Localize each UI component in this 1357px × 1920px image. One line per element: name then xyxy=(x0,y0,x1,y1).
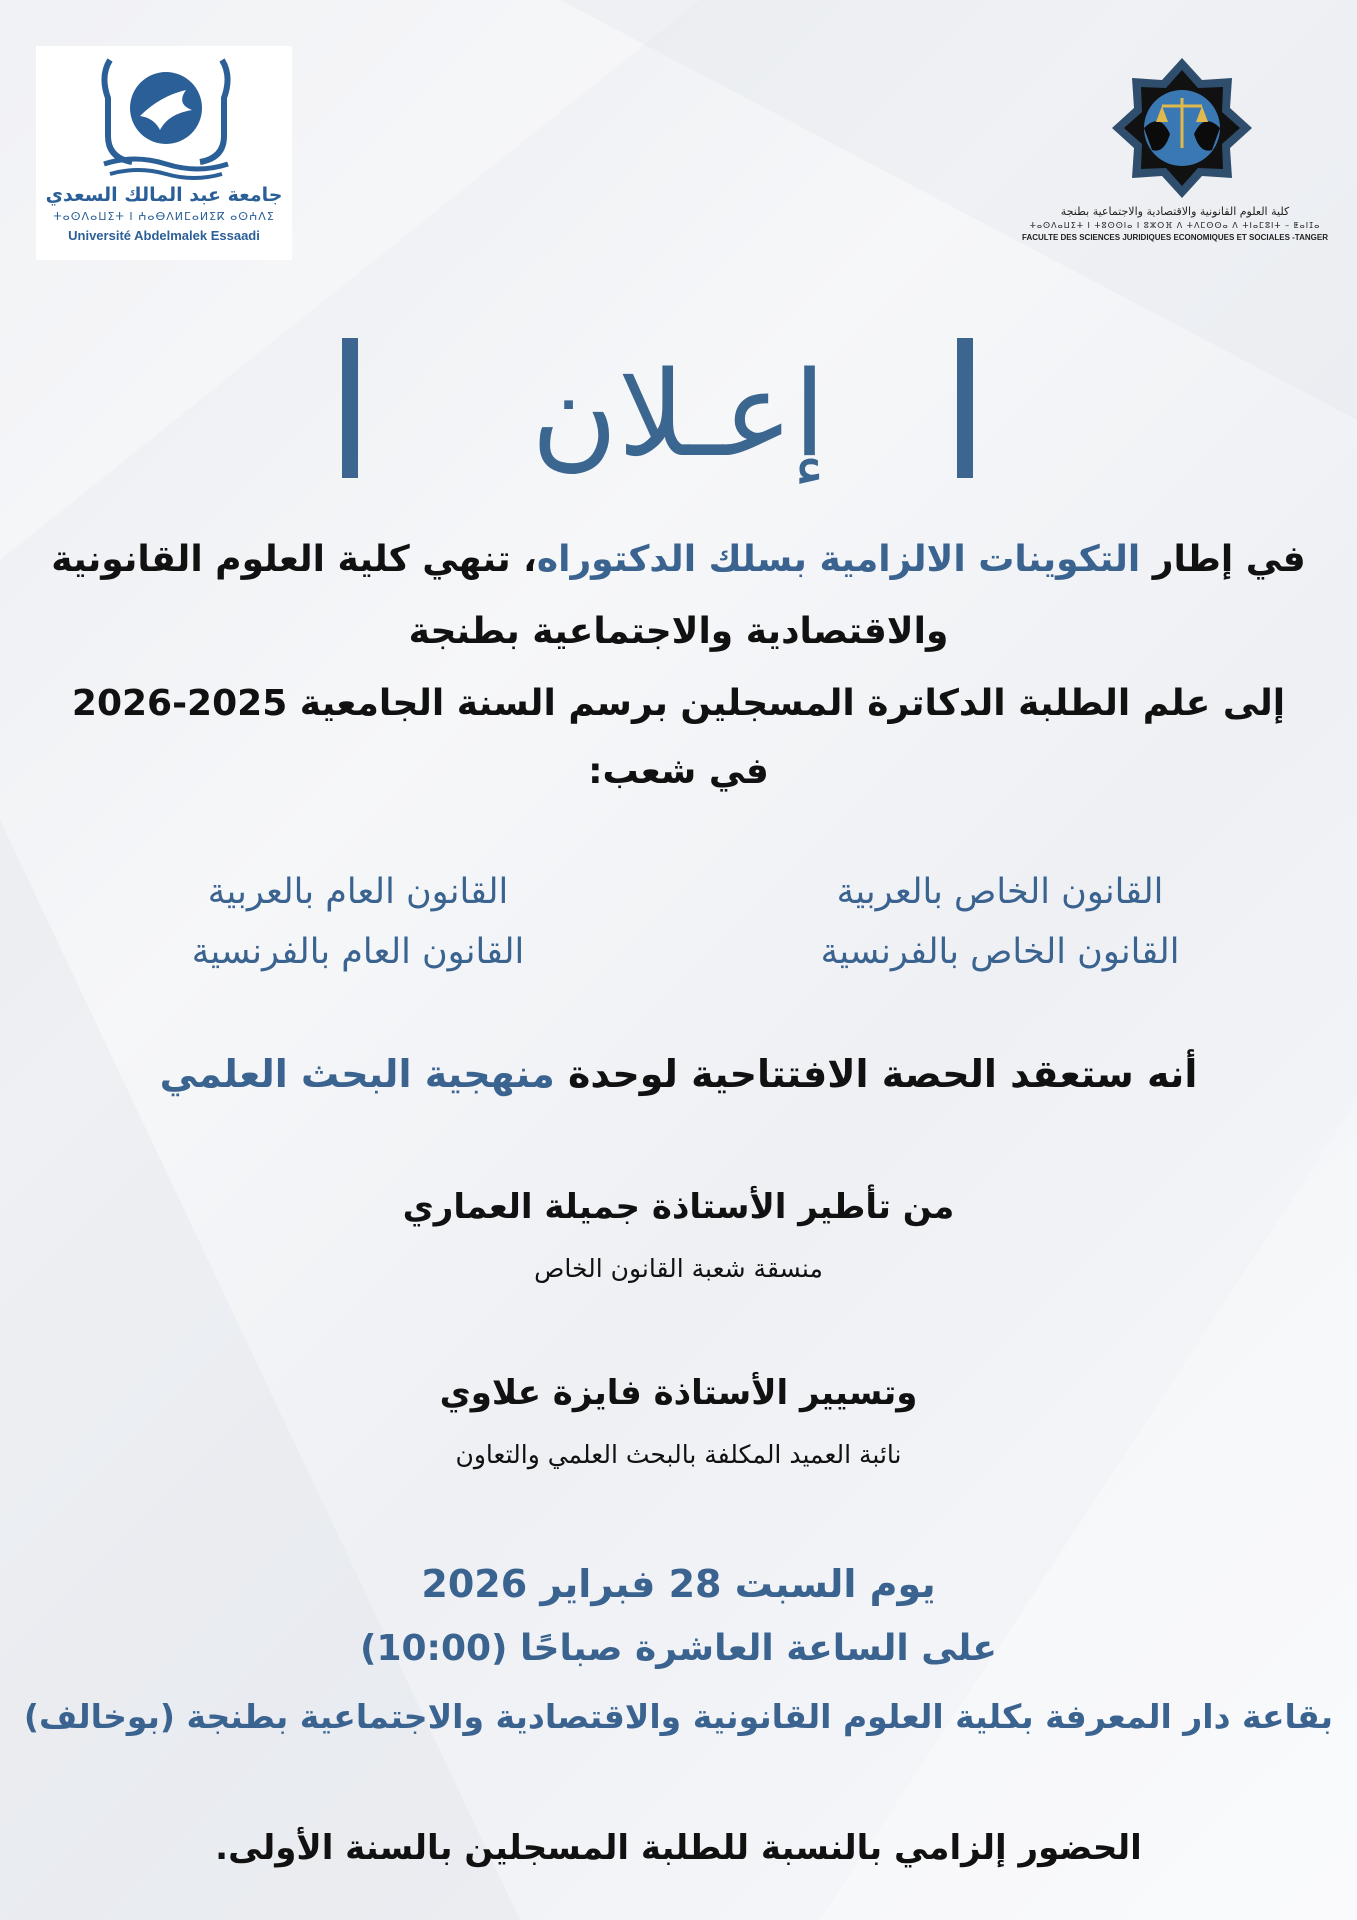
moderator-role: نائبة العميد المكلفة بالبحث العلمي والتعاون xyxy=(455,1440,902,1469)
faculty-logo xyxy=(1010,50,1340,250)
supervisor-name: من تأطير الأستاذة جميلة العماري xyxy=(402,1187,955,1227)
intro-highlight: التكوينات الالزامية بسلك الدكتوراه xyxy=(536,539,1141,580)
university-logo xyxy=(36,46,292,260)
university-name-arabic: جامعة عبد المالك السعدي xyxy=(45,184,283,206)
university-name-french: Université Abdelmalek Essaadi xyxy=(68,228,260,243)
intro-line-1 xyxy=(0,524,1357,596)
faculty-name-french: FACULTE DES SCIENCES JURIDIQUES ECONOMIQUES ET SOCIALES -TANGER xyxy=(1022,233,1328,242)
branch-public-arabic: القانون العام بالعربية xyxy=(207,872,509,912)
schedule-time: على الساعة العاشرة صباحًا (10:00) xyxy=(360,1628,997,1669)
university-name-tifinagh: ⵜⴰⵙⴷⴰⵡⵉⵜ ⵏ ⵄⴰⴱⴷⵍⵎⴰⵍⵉⴽ ⴰⵙⵄⴷⵉ xyxy=(53,210,275,223)
intro-line-4: في شعب: xyxy=(588,751,769,792)
announcement-title: إعـلان xyxy=(531,345,826,483)
supervisor-role: منسقة شعبة القانون الخاص xyxy=(534,1254,823,1283)
faculty-name-tifinagh: ⵜⴰⵙⴷⴰⵡⵉⵜ ⵏ ⵜⵓⵙⵙⵏⴰ ⵏ ⵓⵣⵔⴼ ⴷ ⵜⴷⵎⵙⵙⴰ ⴷ ⵜⵏⴰⵎⵓⵏⵜ – ⵟⴰⵏⵊⴰ xyxy=(1029,221,1321,230)
schedule-place: بقاعة دار المعرفة بكلية العلوم القانونية والاقتصادية والاجتماعية بطنجة (بوخالف) xyxy=(23,1697,1334,1736)
intro-line-3: إلى علم الطلبة الدكاترة المسجلين برسم السنة الجامعية 2025-2026 xyxy=(71,683,1286,724)
faculty-name-arabic: كلية العلوم القانونية والاقتصادية والاجتماعية بطنجة xyxy=(1060,205,1290,218)
university-emblem-icon xyxy=(36,46,292,186)
session-text: أنه ستعقد الحصة الافتتاحية لوحدة xyxy=(554,1052,1198,1096)
session-highlight: منهجية البحث العلمي xyxy=(159,1052,555,1096)
intro-line-2: والاقتصادية والاجتماعية بطنجة xyxy=(408,611,949,652)
session-line xyxy=(0,1052,1357,1096)
branch-private-arabic: القانون الخاص بالعربية xyxy=(836,872,1164,912)
attendance-note: الحضور إلزامي بالنسبة للطلبة المسجلين بالسنة الأولى. xyxy=(215,1828,1142,1868)
moderator-name: وتسيير الأستاذة فايزة علاوي xyxy=(439,1373,918,1413)
schedule-date: يوم السبت 28 فبراير 2026 xyxy=(421,1562,936,1606)
branch-public-french: القانون العام بالفرنسية xyxy=(191,932,525,972)
faculty-emblem-icon xyxy=(1010,50,1340,200)
intro-text-a: في إطار xyxy=(1140,539,1306,580)
intro-text-c: ، تنهي كلية العلوم القانونية xyxy=(51,539,537,580)
branch-private-french: القانون الخاص بالفرنسية xyxy=(820,932,1180,972)
